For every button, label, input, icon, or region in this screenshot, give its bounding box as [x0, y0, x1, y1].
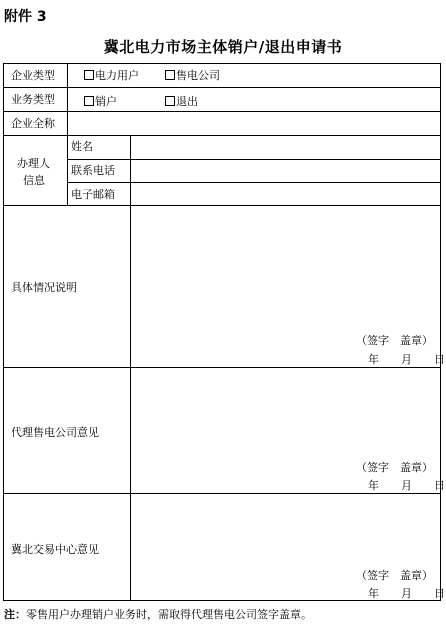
checkbox[interactable] — [84, 96, 94, 106]
agent-name-label: 姓名 — [71, 140, 93, 153]
center-opinion-label: 冀北交易中心意见 — [11, 543, 99, 556]
checkbox[interactable] — [165, 96, 175, 106]
checkbox[interactable] — [165, 70, 175, 80]
agent-info-label-line1: 办理人 — [17, 157, 50, 170]
situation-label: 具体情况说明 — [11, 281, 77, 294]
situation-date-text: 年 月 日 — [368, 353, 445, 366]
center-date-text: 年 月 日 — [368, 587, 445, 600]
enterprise-type-label: 企业类型 — [11, 69, 55, 82]
center-opinion-field[interactable] — [131, 494, 440, 601]
enterprise-type-power-user-option[interactable]: 电力用户 — [84, 69, 139, 82]
agent-info-label-line2: 信息 — [23, 174, 45, 187]
enterprise-type-retailer-option[interactable]: 售电公司 — [165, 69, 220, 82]
application-form-table — [3, 63, 445, 601]
agent-email-label: 电子邮箱 — [71, 188, 115, 201]
full-name-field[interactable] — [68, 112, 440, 135]
agency-opinion-label: 代理售电公司意见 — [11, 426, 99, 439]
attachment-label: 附件 3 — [4, 9, 47, 25]
checkbox[interactable] — [84, 70, 94, 80]
footer-note — [4, 606, 312, 622]
agent-email-field[interactable] — [131, 183, 440, 205]
business-type-exit-option[interactable]: 退出 — [165, 95, 198, 108]
full-name-label: 企业全称 — [11, 117, 55, 130]
center-sign-text: （签字 盖章） — [356, 569, 433, 582]
agent-name-field[interactable] — [131, 136, 440, 159]
business-type-label: 业务类型 — [11, 93, 55, 106]
agency-date-text: 年 月 日 — [368, 479, 445, 492]
agency-opinion-field[interactable] — [131, 368, 440, 493]
note-prefix: 注： — [4, 608, 26, 621]
situation-sign-text: （签字 盖章） — [356, 334, 433, 347]
note-text: 零售用户办理销户业务时，需取得代理售电公司签字盖章。 — [26, 608, 312, 621]
business-type-close-account-option[interactable]: 销户 — [84, 95, 117, 108]
agent-phone-label: 联系电话 — [71, 164, 115, 177]
page-title: 冀北电力市场主体销户/退出申请书 — [103, 38, 343, 56]
agency-sign-text: （签字 盖章） — [356, 461, 433, 474]
agent-phone-field[interactable] — [131, 160, 440, 182]
